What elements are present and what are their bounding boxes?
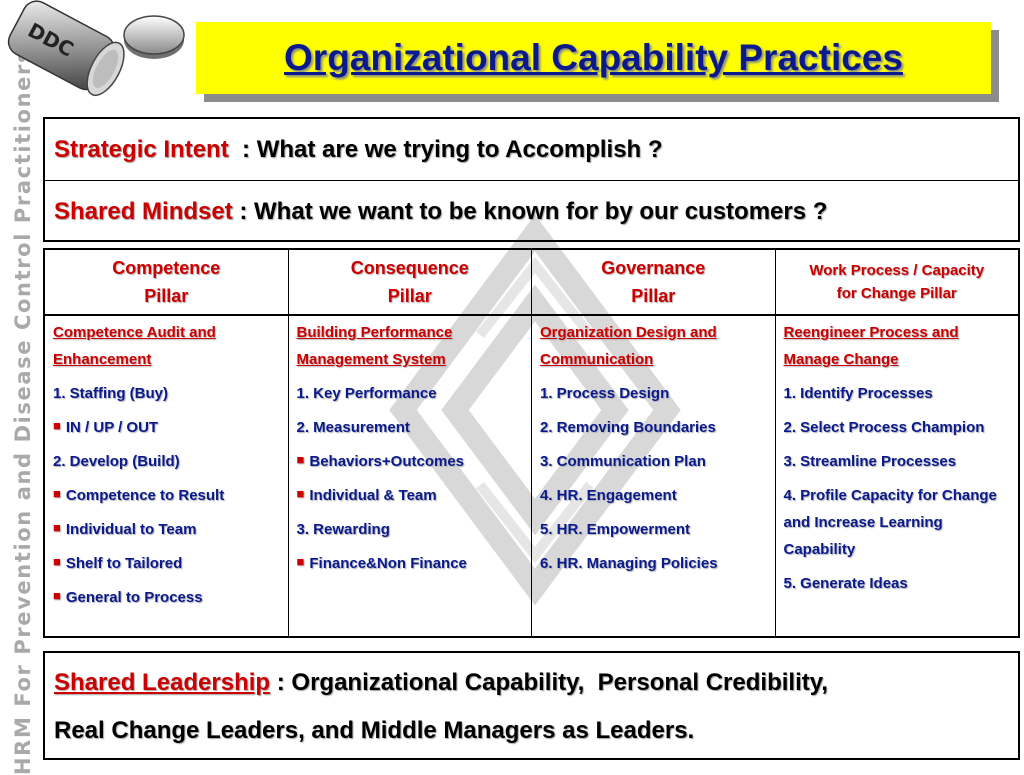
list-item: 5. HR. Empowerment [540,521,691,538]
pillar-competence [45,250,288,636]
list-item: ■ General to Process [53,588,203,606]
square-bullet-icon: ■ [296,486,305,501]
title-banner [196,22,991,94]
pillar-title-line1: Work Process / Capacity [809,262,985,279]
shared-leadership-line1: : Organizational Capability, Personal Credibility, [270,669,828,696]
square-bullet-icon: ■ [53,588,61,603]
list-item: 3. Rewarding [296,521,390,538]
logo-label: DDC [24,17,78,62]
ddc-can-logo-icon [0,0,190,100]
pillar-subtitle: Reengineer Process and Manage Change [783,324,959,368]
list-item: 1. Identify Processes [783,385,933,402]
pillars-table [43,248,1020,638]
list-item: ■ Finance&Non Finance [296,554,467,572]
intent-box [43,117,1020,242]
strategic-intent-row [45,119,1018,180]
pillar-subtitle: Building Performance Management System [296,324,453,368]
square-bullet-icon: ■ [53,486,61,501]
pillar-work-process [775,250,1019,636]
list-item: 5. Generate Ideas [783,575,908,592]
list-item: ■ Individual to Team [53,520,197,538]
list-item: ■ Shelf to Tailored [53,554,183,572]
pillar-header [532,250,775,316]
square-bullet-icon: ■ [53,520,61,535]
shared-leadership-line2: Real Change Leaders, and Middle Managers as Leaders. [54,717,695,744]
sidebar-caption: HRM For Prevention and Disease Control Practitioners [11,48,35,775]
pillar-subtitle: Organization Design and Communication [540,324,717,368]
pillar-governance [531,250,775,636]
pillar-body [776,316,1019,604]
list-item: 1. Staffing (Buy) [53,385,168,402]
pillar-body [289,316,532,584]
list-item: 2. Develop (Build) [53,453,180,470]
list-item: 1. Process Design [540,385,670,402]
pillar-header [776,250,1019,316]
list-item: ■ Behaviors+Outcomes [296,452,465,470]
strategic-intent-label: Strategic Intent [54,135,229,163]
list-item: 2. Measurement [296,419,410,436]
list-item: 4. Profile Capacity for Change and Increase Learning Capability [783,487,997,558]
list-item: 2. Select Process Champion [783,419,985,436]
list-item: 3. Communication Plan [540,453,706,470]
pillar-title-line1: Consequence [350,258,469,278]
shared-leadership-label: Shared Leadership [54,669,271,696]
list-item: 3. Streamline Processes [783,453,957,470]
list-item: 6. HR. Managing Policies [540,555,718,572]
pillar-title-line2: Pillar [144,286,189,306]
square-bullet-icon: ■ [53,554,61,569]
shared-leadership-box [43,651,1020,760]
pillar-body [45,316,288,618]
square-bullet-icon: ■ [296,452,305,467]
pillar-subtitle: Competence Audit and Enhancement [53,324,216,368]
page-title: Organizational Capability Practices [284,37,903,78]
shared-mindset-label: Shared Mindset [54,197,233,225]
pillar-title-line1: Governance [601,258,706,278]
pillar-body [532,316,775,584]
strategic-intent-text: : What are we trying to Accomplish ? [228,135,663,163]
list-item: ■ Individual & Team [296,486,437,504]
square-bullet-icon: ■ [53,418,61,433]
square-bullet-icon: ■ [296,554,305,569]
list-item: 1. Key Performance [296,385,437,402]
list-item: 4. HR. Engagement [540,487,677,504]
pillar-header [45,250,288,316]
pillar-title-line2: Pillar [387,286,432,306]
shared-mindset-text: : What we want to be known for by our customers ? [232,197,828,225]
pillar-title-line2: for Change Pillar [836,285,957,302]
pillar-header [289,250,532,316]
shared-mindset-row [45,180,1018,242]
list-item: ■ IN / UP / OUT [53,418,159,436]
pillar-title-line1: Competence [112,258,221,278]
list-item: 2. Removing Boundaries [540,419,716,436]
pillar-title-line2: Pillar [631,286,676,306]
pillar-consequence [288,250,532,636]
list-item: ■ Competence to Result [53,486,225,504]
